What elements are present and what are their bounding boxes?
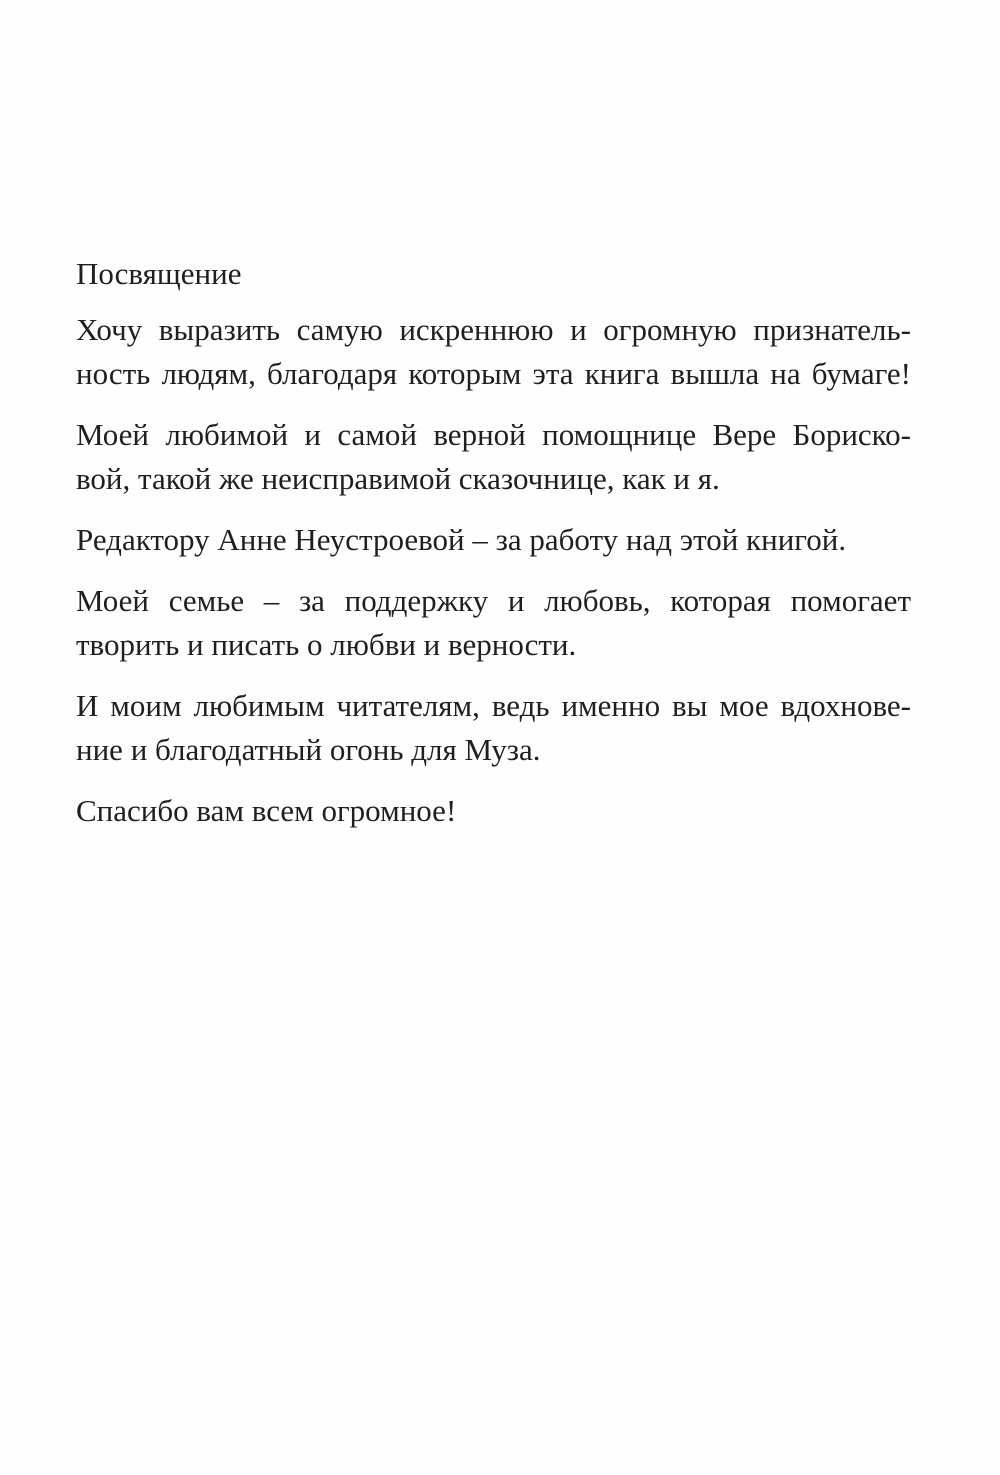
paragraph-assistant: [76, 413, 911, 501]
paragraph-line: Спасибо вам всем огромное!: [76, 793, 457, 828]
dedication-heading: Посвящение: [76, 256, 242, 291]
paragraph-line: ность людям, благодаря которым эта книга вышла на бумаге!: [76, 356, 911, 391]
paragraph-line: Моей любимой и самой верной помощнице Вере Бориско-: [76, 417, 911, 452]
paragraph-line: творить и писать о любви и верности.: [76, 627, 577, 662]
paragraph-thanks: [76, 789, 911, 833]
paragraph-line: ние и благодатный огонь для Муза.: [76, 732, 541, 767]
dedication-text: [76, 252, 911, 850]
paragraph-line: Хочу выразить самую искреннюю и огромную признатель-: [76, 312, 911, 347]
paragraph-editor: [76, 518, 911, 562]
paragraph-line: И моим любимым читателям, ведь именно вы мое вдохнове-: [76, 688, 911, 723]
paragraph-gratitude: [76, 308, 911, 396]
paragraph-line: вой, такой же неисправимой сказочнице, как и я.: [76, 461, 720, 496]
paragraph-family: [76, 579, 911, 667]
paragraph-line: Редактору Анне Неустроевой – за работу над этой книгой.: [76, 522, 847, 557]
paragraph-readers: [76, 684, 911, 772]
paragraph-line: Моей семье – за поддержку и любовь, которая помогает: [76, 583, 911, 618]
